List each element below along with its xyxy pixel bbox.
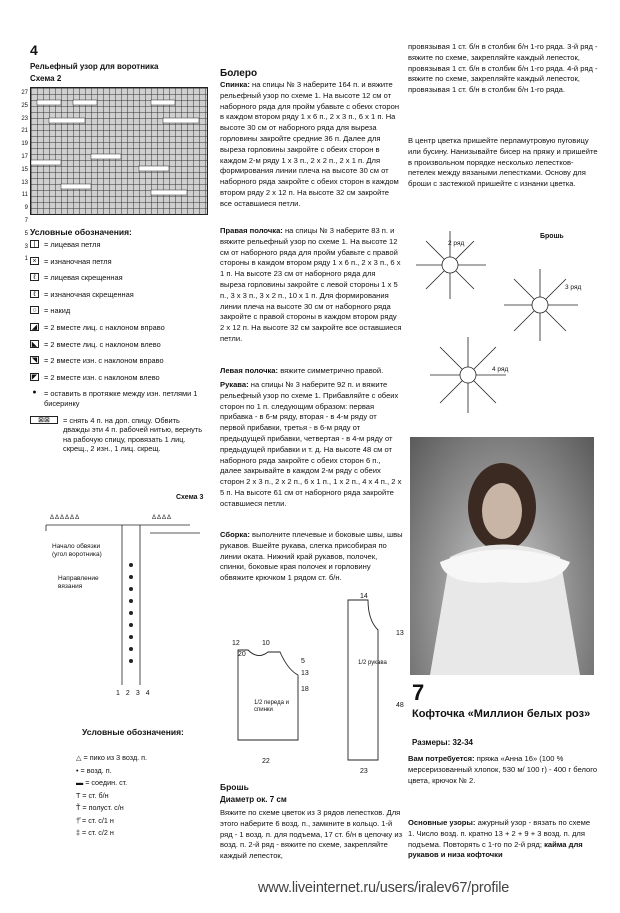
legend-list bbox=[30, 240, 208, 454]
bolero-right-front: Правая полочка: на спицы № 3 наберите 83 п. и вяжите рельефный узор по схеме 1. На высоте 12 см от наборного ряда для пройм убавьте с правой стороны в каждом втором ряду 1 х 6 п., 2 х 3 п., 6 х 1 п. На высоте 23 см от наборного ряда для выреза горловины закройте с левой стороны 1 х 5 п., 3 х 3 п., 3 х 2 п., 10 х 1 п. Для формирования линии плеча на высоте 30 см от наборного ряда закройте с правой стороны в каждом втором ряду 2 х 12 п. На высоте 32 см закройте все оставшиеся петли. bbox=[220, 226, 402, 343]
page-number: 4 bbox=[30, 42, 38, 58]
bolero-left-front: Левая полочка: вяжите симметрично правой. bbox=[220, 366, 384, 375]
row-label-3: 3 ряд bbox=[565, 284, 582, 291]
picot-icon: △ bbox=[76, 753, 84, 762]
needed: Вам потребуется: пряжа «Анна 16» (100 % мерсеризованный хлопок, 530 м/ 100 г) - 400 г белого цвета, крючок № 2. bbox=[408, 754, 598, 785]
sleeve-dim-13: 13 bbox=[396, 630, 404, 637]
legend-item: | = лицевая петля bbox=[30, 240, 208, 250]
sizes: Размеры: 32-34 bbox=[412, 738, 473, 747]
front-dim-20: 20 bbox=[238, 651, 246, 658]
scheme3-direction-label: Направление вязания bbox=[58, 575, 99, 590]
row-label-4: 4 ряд bbox=[492, 366, 509, 373]
legend-item: ℓ = лицевая скрещенная bbox=[30, 273, 208, 283]
k2tog-left-icon: ◣ bbox=[31, 340, 38, 348]
chain-icon: • bbox=[76, 765, 81, 775]
crochet-legend-title: Условные обозначения: bbox=[82, 727, 184, 737]
right-text-2: В центр цветка пришейте перламутровую пуговицу или бусину. Нанизывайте бисер на пряжу и пришейте в произвольном порядке несколько лепестков-петелек между вязаными лепестками. Основу для броши с застежкой пришейте с изнанки цветка. bbox=[408, 136, 598, 189]
bolero-title: Болеро bbox=[220, 68, 258, 79]
sleeve-dim-14: 14 bbox=[360, 593, 368, 600]
knit-stitch-icon: | bbox=[30, 240, 39, 248]
picot-item: △ = пико из 3 возд. п. bbox=[76, 753, 148, 762]
sleeve-piece-label: 1/2 рукава bbox=[358, 660, 387, 666]
sleeve-dim-48: 48 bbox=[396, 702, 404, 709]
single-crochet-icon: T bbox=[76, 790, 83, 800]
legend-item: ◣ = 2 вместе лиц. с наклоном влево bbox=[31, 339, 161, 349]
p2tog-left-icon: ◤ bbox=[31, 373, 38, 381]
legend-item: ℓ = изнаночная скрещенная bbox=[30, 290, 208, 300]
garment-schematic bbox=[218, 590, 408, 780]
tr-item: ‡ = ст. с/2 н bbox=[76, 828, 114, 837]
scheme3-start-label: Начало обвязки (угол воротника) bbox=[52, 543, 102, 558]
pattern-title: Рельефный узор для воротника bbox=[30, 62, 159, 71]
dc-item: †̂ = ст. с/1 н bbox=[76, 815, 114, 825]
front-dim-10: 10 bbox=[262, 640, 270, 647]
legend-title: Условные обозначения: bbox=[30, 227, 132, 237]
chain-item: • = возд. п. bbox=[76, 765, 112, 775]
double-crochet-icon: †̂ bbox=[76, 815, 82, 825]
treble-crochet-icon: ‡ bbox=[76, 828, 82, 837]
scheme3-label: Схема 3 bbox=[176, 494, 204, 501]
model-photo bbox=[410, 437, 594, 675]
item-number: 7 bbox=[412, 680, 425, 705]
patterns: Основные узоры: ажурный узор - вязать по схеме 1. Число возд. п. кратно 13 + 2 + 9 + 3 возд. п. для подъема. Повторять с 1-го по 2-й ряд; кайма для рукавов и низа кофточки bbox=[408, 818, 591, 860]
brooch-title: Брошь bbox=[220, 782, 249, 792]
legend-item: ◤ = 2 вместе изн. с наклоном влево bbox=[31, 372, 160, 382]
front-dim-5: 5 bbox=[301, 658, 305, 665]
brooch-diameter: Диаметр ок. 7 см bbox=[220, 795, 287, 804]
sleeve-dim-23: 23 bbox=[360, 768, 368, 775]
legend-item: ◢ = 2 вместе лиц. с наклоном вправо bbox=[31, 322, 165, 332]
right-text-top: провязывая 1 ст. б/н в столбик б/н 1-го ряда. 3-й ряд - вяжите по схеме, закрепляйте каждый лепесток, провязывая 1 ст. б/н в столбик б/н 1-го ряда. 4-й ряд - вяжите по схеме, закрепляйте каждый лепесток, провязывая 1 ст. б/н в столбик б/н 1-го ряда. bbox=[408, 42, 598, 95]
crochet-legend bbox=[76, 752, 206, 840]
half-double-icon: Ť bbox=[76, 803, 83, 812]
bead-icon: ● bbox=[32, 389, 37, 397]
front-dim-12: 12 bbox=[232, 640, 240, 647]
legend-item: ⊠⊠ = снять 4 п. на доп. спицу. Обвить дважды эти 4 п. рабочей нитью, вернуть на рабочую спицу, провязать 1 лиц. скрещ., 2 изн., 1 лиц. скрещ. bbox=[30, 416, 208, 454]
item-title: Кофточка «Миллион белых роз» bbox=[412, 708, 591, 720]
scheme3-bottom-numbers: 1234 bbox=[116, 690, 156, 697]
svg-text:Δ Δ Δ Δ: Δ Δ Δ Δ bbox=[152, 515, 172, 521]
legend-item: ◥ = 2 вместе изн. с наклоном вправо bbox=[31, 356, 164, 366]
sc-item: T = ст. б/н bbox=[76, 790, 109, 800]
bolero-back: Спинка: на спицы № 3 наберите 164 п. и вяжите рельефный узор по схеме 1. На высоте 12 см от наборного ряда для пройм убавьте с обеих сторон в каждом втором ряду 1 х 6 п., 2 х 3 п., 6 х 1 п. На высоте 30 см от наборного ряда для выреза горловины закройте средние 36 п. Далее для выреза горловины закройте с обеих сторон в каждом 2-м ряду 1 х 3 п., 2 х 2 п., 2 х 1 п. Для формирования линии плеча на высоте 30 см от наборного ряда закройте с обеих сторон в каждом втором ряду 2 х 12 п. На высоте 32 см закройте все оставшиеся петли. bbox=[220, 80, 400, 208]
p2tog-right-icon: ◥ bbox=[31, 357, 38, 365]
legend-item: ○ = накид bbox=[30, 306, 208, 316]
front-dim-18: 18 bbox=[301, 686, 309, 693]
bolero-assembly: Сборка: выполните плечевые и боковые швы, швы рукавов. Вшейте рукава, слегка присобирая по линии оката. Нижний край рукавов, полочек, спинки, боковые края полочек и горловину обвяжите крючком 1 рядом ст. б/н. bbox=[220, 530, 403, 583]
legend-item: ● = оставить в протяжке между изн. петлями 1 бисеринку bbox=[30, 389, 208, 408]
hdc-item: Ť = полуст. с/н bbox=[76, 803, 124, 812]
legend-item: × = изнаночная петля bbox=[30, 257, 208, 267]
relief-motif bbox=[31, 88, 207, 214]
scheme3-diagram bbox=[40, 505, 210, 705]
yarn-over-icon: ○ bbox=[30, 306, 39, 314]
model-photo-illustration bbox=[410, 437, 594, 675]
watermark-url: www.liveinternet.ru/users/iralev67/profile bbox=[258, 880, 510, 896]
cable-icon: ⊠⊠ bbox=[30, 416, 58, 424]
slip-item: ▬ = соедин. ст. bbox=[76, 778, 128, 787]
crossed-purl-icon: ℓ bbox=[30, 290, 39, 298]
front-piece-label: 1/2 переда и спинки bbox=[254, 700, 289, 713]
crossed-knit-icon: ℓ bbox=[30, 273, 39, 281]
front-dim-22: 22 bbox=[262, 758, 270, 765]
front-dim-13: 13 bbox=[301, 670, 309, 677]
purl-stitch-icon: × bbox=[30, 257, 39, 265]
bolero-sleeves: Рукава: на спицы № 3 наберите 92 п. и вяжите рельефный узор по схеме 1. Прибавляйте с обеих сторон по 1 п. следующим образом: первая прибавка - в 6-м ряду, вторая - в 4-м ряду от первой прибавки, третья - в 6-м ряду от предыдущей прибавки, четвертая - в 4-м ряду от предыдущей прибавки и т. д. На высоте 48 см от наборного ряда закройте с обеих сторон 6 п., далее закрывайте в каждом 2-м ряду с обеих сторон 2 х 3 п., 2 х 2 п., 6 х 1 п., 1 х 2 п., 4 х 4 п., 2 х 5 п. На высоте 61 см от наборного ряда закройте оставшиеся петли. bbox=[220, 380, 402, 508]
brooch-scheme-label: Брошь bbox=[540, 233, 564, 240]
k2tog-right-icon: ◢ bbox=[31, 323, 38, 331]
svg-text:Δ Δ Δ Δ Δ Δ: Δ Δ Δ Δ Δ Δ bbox=[50, 515, 80, 521]
row-label-2: 2 ряд bbox=[448, 240, 465, 247]
row-numbers: 27 25 23 21 19 17 15 13 11 9 7 5 3 1 bbox=[21, 90, 28, 263]
brooch-text: Вяжите по схеме цветок из 3 рядов лепестков. Для этого наберите 6 возд. п., замкните в кольцо. 1-й ряд - 1 возд. п. для подъема, 17 ст. б/н в цепочку из возд. п. 2-й ряд - вяжите по схеме, закрепляйте каждый лепесток, bbox=[220, 808, 403, 861]
scheme2-label: Схема 2 bbox=[30, 74, 62, 83]
scheme2-chart bbox=[30, 87, 208, 215]
brooch-flower-diagrams bbox=[410, 225, 600, 425]
slip-stitch-icon: ▬ bbox=[76, 778, 86, 787]
